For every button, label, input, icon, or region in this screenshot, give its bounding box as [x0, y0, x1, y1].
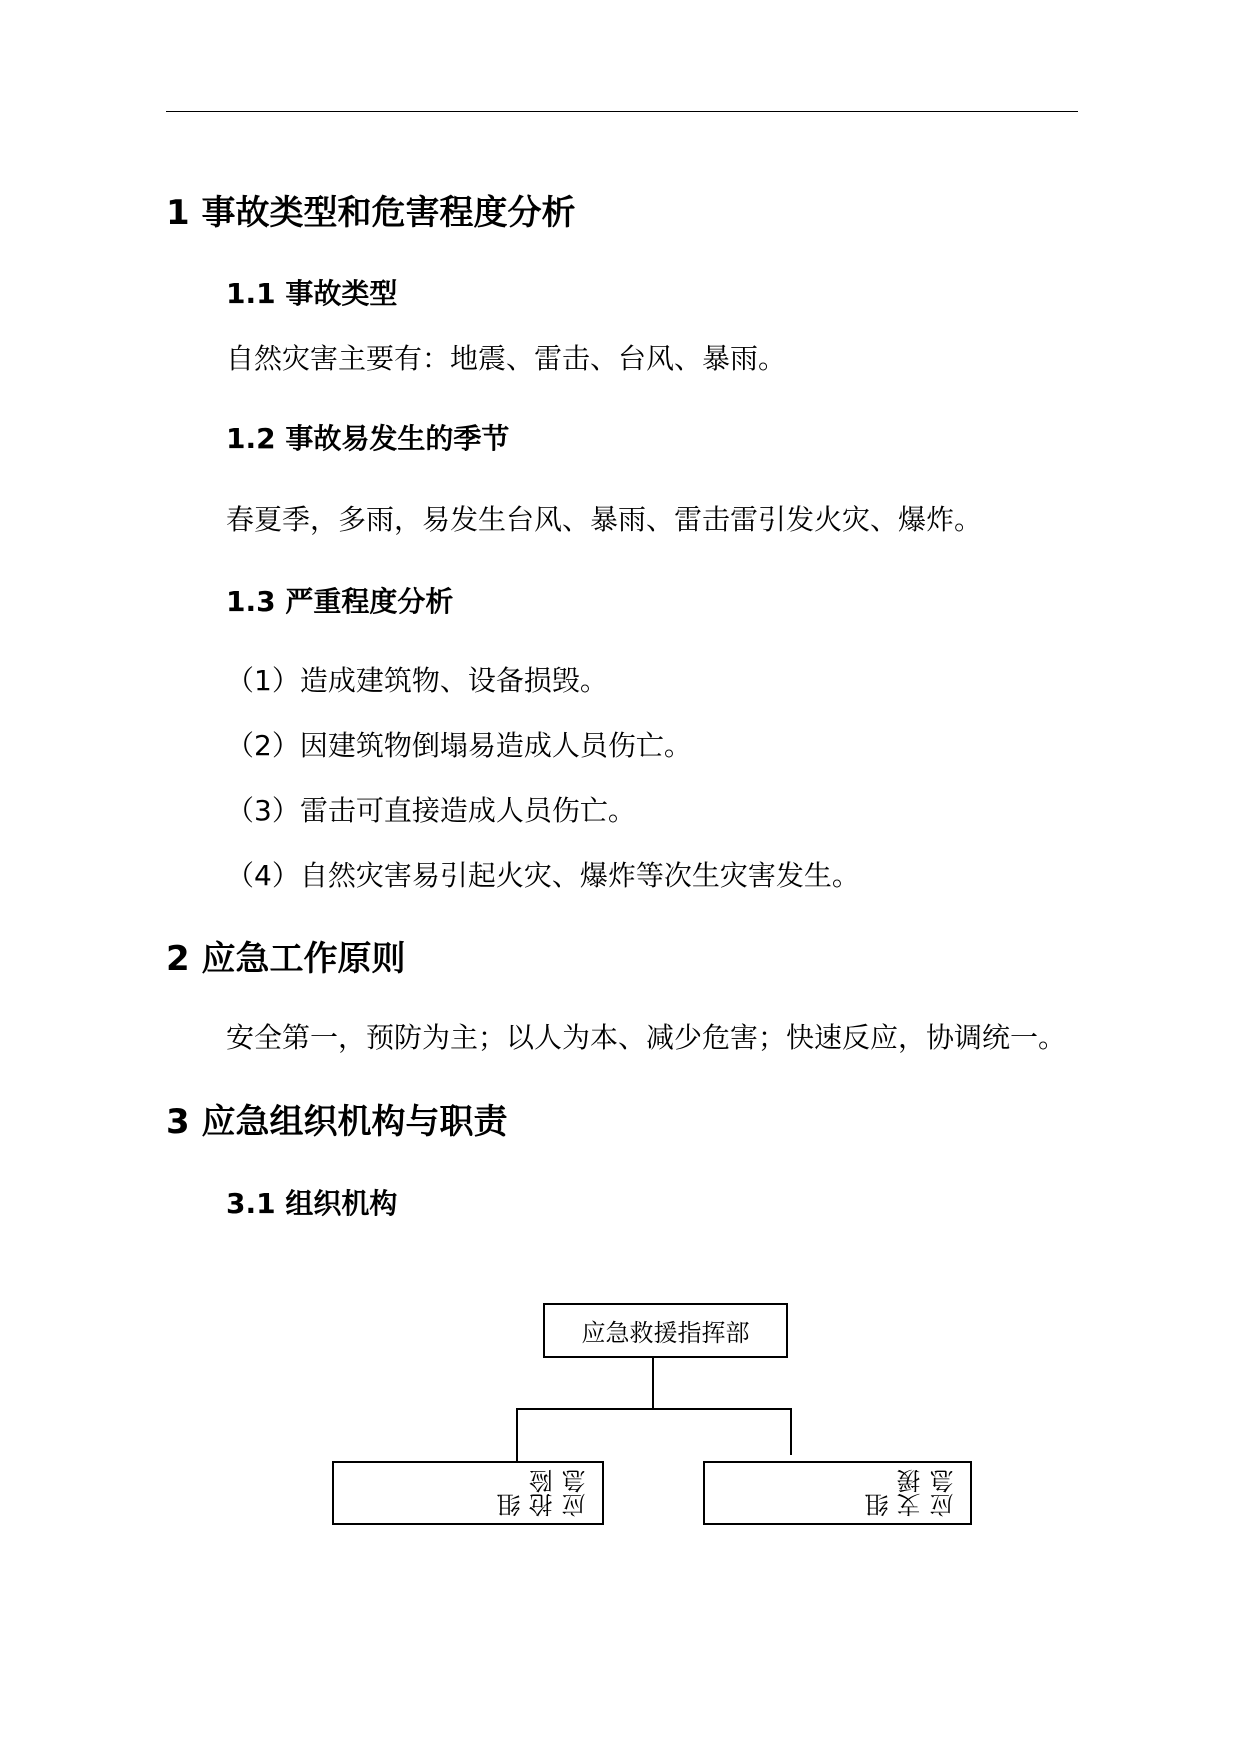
list-item: （4）自然灾害易引起火灾、爆炸等次生灾害发生。: [226, 859, 860, 892]
paragraph-2: 安全第一，预防为主；以人为本、减少危害；快速反应，协调统一。: [226, 1021, 1067, 1054]
org-box-rescue: [332, 1461, 604, 1525]
connector-left-drop: [516, 1408, 518, 1461]
org-box-support-col: 组: [864, 1493, 893, 1517]
heading-1-1: 1.1 事故类型: [226, 277, 398, 310]
org-box-rescue-col: 抢险: [529, 1469, 558, 1517]
connector-vertical-main: [652, 1358, 654, 1409]
heading-section-3: 3 应急组织机构与职责: [166, 1102, 508, 1142]
paragraph-1-2: 春夏季，多雨，易发生台风、暴雨、雷击雷引发火灾、爆炸。: [226, 503, 983, 536]
org-box-rescue-col: 应急: [561, 1469, 590, 1517]
org-box-rescue-col: 组: [496, 1493, 525, 1517]
org-box-command: [543, 1303, 788, 1358]
org-box-support-col: 应急: [929, 1469, 958, 1517]
org-box-rescue-label: [495, 1469, 592, 1517]
connector-horizontal: [516, 1408, 792, 1410]
heading-1-2: 1.2 事故易发生的季节: [226, 422, 510, 455]
list-item: （2）因建筑物倒塌易造成人员伤亡。: [226, 729, 692, 762]
org-box-support-label: [863, 1469, 960, 1517]
header-rule: [166, 111, 1078, 112]
list-item: （3）雷击可直接造成人员伤亡。: [226, 794, 636, 827]
org-box-command-label: 应急救援指挥部: [581, 1319, 750, 1347]
org-box-support-col: 支援: [897, 1469, 926, 1517]
heading-1-3: 1.3 严重程度分析: [226, 585, 454, 618]
paragraph-1-1: 自然灾害主要有：地震、雷击、台风、暴雨。: [226, 342, 787, 375]
heading-section-2: 2 应急工作原则: [166, 939, 406, 979]
org-box-support: [703, 1461, 972, 1525]
list-item: （1）造成建筑物、设备损毁。: [226, 664, 608, 697]
heading-3-1: 3.1 组织机构: [226, 1187, 398, 1220]
connector-right-drop: [790, 1408, 792, 1455]
heading-section-1: 1 事故类型和危害程度分析: [166, 193, 576, 233]
